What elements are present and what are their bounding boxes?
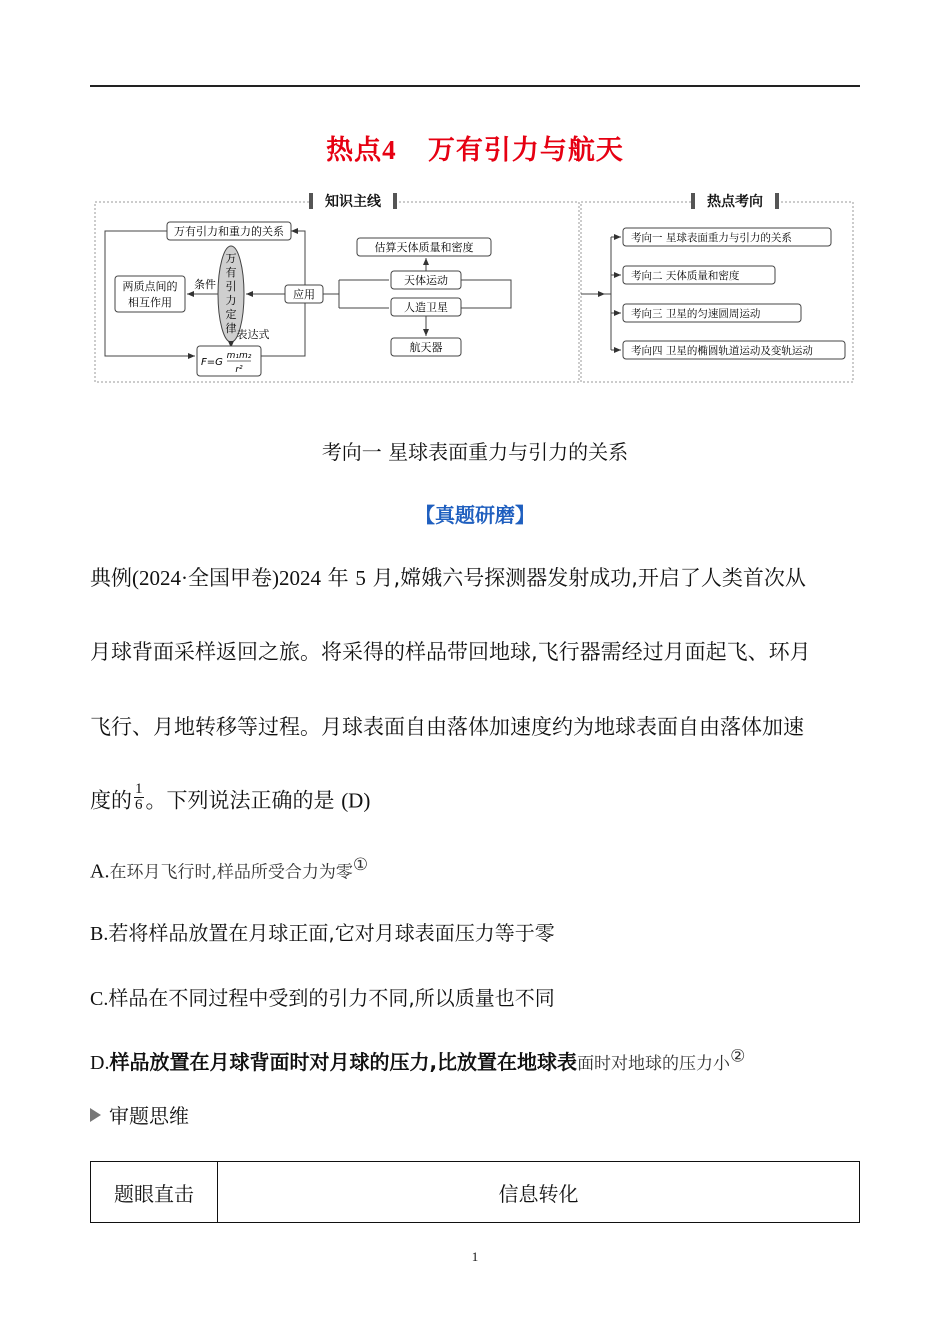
- label-expression: 表达式: [236, 328, 270, 341]
- ellipse-char-5: 定: [225, 308, 237, 321]
- formula-lhs: F=G: [201, 357, 223, 368]
- question-line-1: 典例(2024·全国甲卷)2024 年 5 月,嫦娥六号探测器发射成功,开启了人类首次从: [90, 566, 806, 590]
- fraction-one-sixth: $\frac{1}{6}$: [135, 781, 143, 813]
- box-two-mass-2: 相互作用: [128, 296, 172, 309]
- triangle-bullet-icon: [90, 1108, 101, 1122]
- option-d: D.样品放置在月球背面时对月球的压力,比放置在地球表面时对地球的压力小②: [90, 1046, 746, 1074]
- question-line-3: 飞行、月地转移等过程。月球表面自由落体加速度约为地球表面自由落体加速: [90, 715, 804, 739]
- left-header: 知识主线: [325, 194, 381, 210]
- page-title: 热点4 万有引力与航天: [326, 135, 624, 166]
- answer: (D): [341, 788, 371, 813]
- ellipse-char-6: 律: [225, 322, 237, 335]
- ellipse-char-1: 万: [225, 252, 237, 265]
- label-condition: 条件: [194, 278, 216, 291]
- table-header-transform: 信息转化: [218, 1162, 860, 1223]
- option-a: A.在环月飞行时,样品所受合力为零①: [90, 855, 369, 883]
- box-apply: 应用: [293, 288, 315, 301]
- box-two-mass-1: 两质点间的: [122, 280, 178, 293]
- option-b: B.若将样品放置在月球正面,它对月球表面压力等于零: [90, 921, 555, 945]
- direction-1: 考向一 星球表面重力与引力的关系: [631, 232, 792, 244]
- ellipse-char-4: 力: [225, 294, 237, 307]
- question-line-2: 月球背面采样返回之旅。将采得的样品带回地球,飞行器需经过月面起飞、环月: [90, 640, 811, 664]
- analysis-table: [90, 1161, 860, 1223]
- section-heading: 考向一 星球表面重力与引力的关系: [321, 440, 629, 464]
- box-satellite: 人造卫星: [404, 301, 448, 314]
- top-rule: [90, 85, 860, 87]
- question-line-4: 度的 $\frac{1}{6}$ 。下列说法正确的是 (D): [90, 781, 371, 813]
- box-relation: 万有引力和重力的关系: [174, 225, 284, 238]
- direction-2: 考向二 天体质量和密度: [631, 270, 740, 282]
- formula-num: m₁m₂: [226, 351, 252, 361]
- thinking-heading: 审题思维: [90, 1100, 189, 1129]
- table-header-eye: 题眼直击: [91, 1162, 218, 1223]
- page-number: 1: [471, 1249, 479, 1264]
- direction-4: 考向四 卫星的椭圆轨道运动及变轨运动: [631, 345, 813, 357]
- ellipse-char-2: 有: [225, 266, 237, 279]
- right-header: 热点考向: [707, 194, 763, 210]
- option-c: C.样品在不同过程中受到的引力不同,所以质量也不同: [90, 986, 555, 1010]
- section-subheading: 【真题研磨】: [415, 503, 535, 527]
- annotation-2: ②: [730, 1046, 746, 1067]
- box-celestial: 天体运动: [404, 274, 448, 287]
- annotation-1: ①: [352, 855, 369, 875]
- formula-den: r²: [235, 365, 243, 375]
- direction-3: 考向三 卫星的匀速圆周运动: [631, 308, 761, 320]
- box-estimate: 估算天体质量和密度: [374, 241, 474, 254]
- knowledge-diagram: [93, 188, 856, 386]
- ellipse-char-3: 引: [225, 280, 237, 293]
- box-spacecraft: 航天器: [409, 341, 443, 354]
